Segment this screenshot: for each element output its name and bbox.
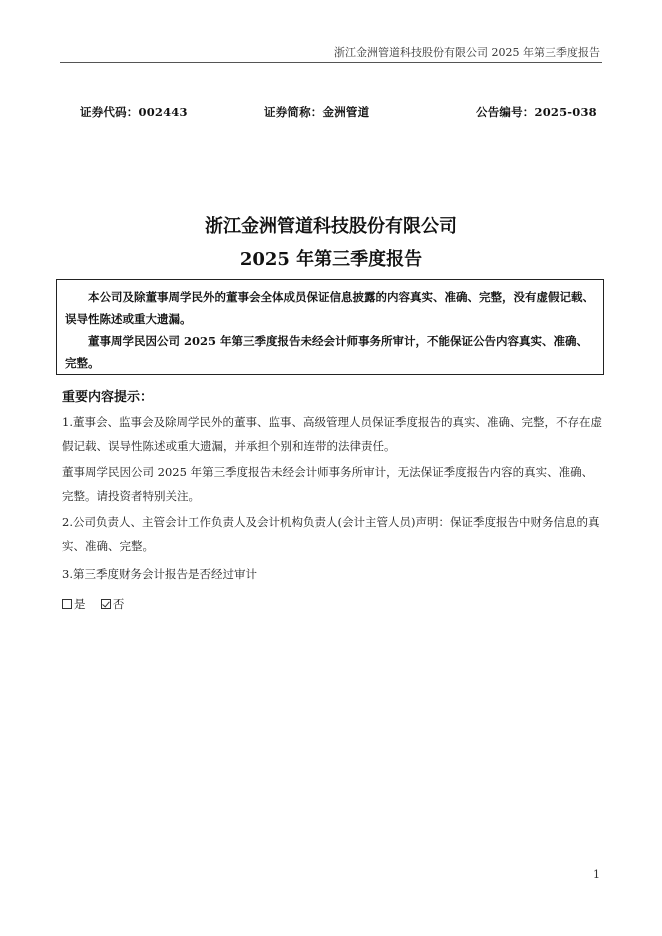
notice-item-text: 董事周学民因公司 2025 年第三季度报告未经会计师事务所审计，无法保证季度报告内容的真实、准确、完整。请投资者特别关注。 xyxy=(62,465,594,503)
running-title: 浙江金洲管道科技股份有限公司 2025 年第三季度报告 xyxy=(334,46,600,59)
page-number: 1 xyxy=(593,868,600,881)
company-title: 浙江金洲管道科技股份有限公司 xyxy=(205,216,457,237)
notice-item-1b xyxy=(62,460,602,508)
disclosure-notice-box xyxy=(56,279,604,375)
security-code: 证券代码：002443 xyxy=(80,105,188,119)
option-no-label: 否 xyxy=(112,597,125,611)
notice-item-3 xyxy=(62,562,602,586)
notice-item-1 xyxy=(62,410,602,458)
important-notice-heading: 重要内容提示： xyxy=(62,390,154,405)
notice-item-text: 3.第三季度财务会计报告是否经过审计 xyxy=(62,567,257,581)
notice-paragraph: 董事周学民因公司 2025 年第三季度报告未经会计师事务所审计，不能保证公告内容真实、准确、完整。 xyxy=(65,334,589,370)
notice-paragraph: 本公司及除董事周学民外的董事会全体成员保证信息披露的内容真实、准确、完整，没有虚假记载、误导性陈述或重大遗漏。 xyxy=(65,290,594,326)
option-yes-label: 是 xyxy=(74,597,86,611)
report-title: 2025 年第三季度报告 xyxy=(239,249,423,270)
security-abbreviation: 证券简称：金洲管道 xyxy=(264,105,370,119)
audit-options xyxy=(62,592,124,616)
checked-box-icon[interactable] xyxy=(101,599,111,609)
unchecked-box-icon[interactable] xyxy=(62,599,72,609)
announcement-number: 公告编号：2025-038 xyxy=(476,105,597,119)
notice-item-2 xyxy=(62,510,602,558)
notice-item-text: 2.公司负责人、主管会计工作负责人及会计机构负责人(会计主管人员)声明：保证季度报告中财务信息的真实、准确、完整。 xyxy=(62,515,600,553)
header-divider xyxy=(60,62,602,63)
notice-item-text: 1.董事会、监事会及除周学民外的董事、监事、高级管理人员保证季度报告的真实、准确、完整，不存在虚假记载、误导性陈述或重大遗漏，并承担个别和连带的法律责任。 xyxy=(62,415,602,453)
